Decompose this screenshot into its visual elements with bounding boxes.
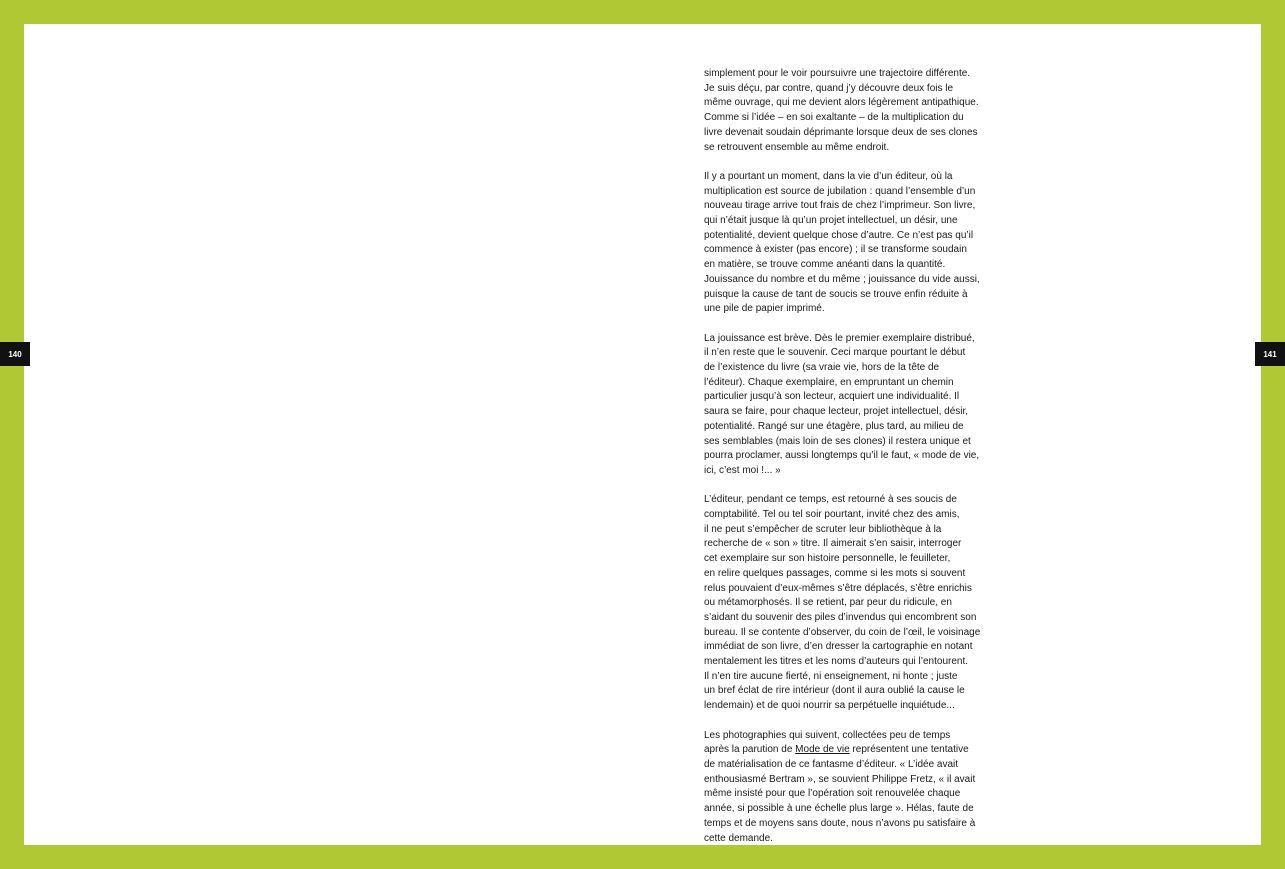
- text-line: l’éditeur). Chaque exemplaire, en empruntant un chemin: [704, 376, 954, 388]
- text-line: se retrouvent ensemble au même endroit.: [704, 141, 890, 153]
- paragraph: [704, 332, 982, 479]
- text-line: ici, c’est moi !... »: [704, 464, 781, 476]
- text-line: immédiat de son livre, d’en dresser la cartographie en notant: [704, 641, 973, 653]
- text-line: recherche de « son » titre. Il aimerait s’en saisir, interroger: [704, 538, 962, 550]
- text-line: ou métamorphosés. Il se retient, par peur du ridicule, en: [704, 597, 952, 609]
- text-line: simplement pour le voir poursuivre une trajectoire différente.: [704, 68, 971, 79]
- text-line: ses semblables (mais loin de ses clones) il restera unique et: [704, 435, 971, 447]
- text-line: temps et de moyens sans doute, nous n’avons pu satisfaire à: [704, 817, 976, 829]
- text-line: Il y a pourtant un moment, dans la vie d’un éditeur, où la: [704, 170, 953, 182]
- text-line: de matérialisation de ce fantasme d’éditeur. « L’idée avait: [704, 758, 959, 770]
- text-line: cette demande.: [704, 832, 773, 844]
- text-line: bureau. Il se contente d’observer, du coin de l’œil, le voisinage: [704, 626, 981, 638]
- text-line: Comme si l’idée – en soi exaltante – de la multiplication du: [704, 112, 964, 124]
- body-text-column: [704, 67, 982, 861]
- text-line: nouveau tirage arrive tout frais de chez l’imprimeur. Son livre,: [704, 200, 976, 212]
- paragraph: [704, 67, 982, 155]
- text-line: qui n’était jusque là qu’un projet intellectuel, un désir, une: [704, 215, 958, 227]
- text-line: potentialité. Rangé sur une étagère, plus tard, au milieu de: [704, 420, 964, 432]
- text-line: même ouvrage, qui me devient alors légèrement antipathique.: [704, 97, 979, 109]
- paragraph: [704, 170, 982, 317]
- page-number-right: 141: [1255, 342, 1285, 366]
- text-line: même insisté pour que l’opération soit renouvelée chaque: [704, 788, 961, 800]
- text-line: [704, 743, 982, 758]
- text-line: puisque la cause de tant de soucis se trouve enfin réduite à: [704, 288, 968, 300]
- text-line: relus pouvaient d’eux-mêmes s’être déplacés, s’être enrichis: [704, 582, 972, 594]
- text-line: en matière, se trouve comme anéanti dans la quantité.: [704, 259, 946, 271]
- text-line: pourra proclamer, aussi longtemps qu’il le faut, « mode de vie,: [704, 450, 980, 462]
- paragraph: [704, 493, 982, 714]
- page-number-left: 140: [0, 342, 30, 366]
- text-line: il ne peut s’empêcher de scruter leur bibliothèque à la: [704, 523, 942, 535]
- book-title-mode-de-vie: Mode de vie: [795, 744, 850, 756]
- paragraph: [704, 729, 982, 847]
- text-line: comptabilité. Tel ou tel soir pourtant, invité chez des amis,: [704, 509, 960, 521]
- text-line: livre devenait soudain déprimante lorsque deux de ses clones: [704, 126, 978, 138]
- text-line: un bref éclat de rire intérieur (dont il aura oublié la cause le: [704, 685, 965, 697]
- book-spread: [24, 24, 1261, 845]
- text-line: enthousiasmé Bertram », se souvient Philippe Fretz, « il avait: [704, 773, 976, 785]
- text-line: une pile de papier imprimé.: [704, 303, 825, 315]
- text-fragment: après la parution de: [704, 744, 796, 756]
- text-fragment: représentent une tentative: [849, 744, 969, 756]
- text-line: année, si possible à une échelle plus large ». Hélas, faute de: [704, 803, 974, 815]
- text-line: potentialité, devient quelque chose d’autre. Ce n’est pas qu’il: [704, 229, 974, 241]
- text-line: de l’existence du livre (sa vraie vie, hors de la tête de: [704, 362, 940, 374]
- text-line: saura se faire, pour chaque lecteur, projet intellectuel, désir,: [704, 406, 969, 418]
- text-line: multiplication est source de jubilation : quand l’ensemble d’un: [704, 185, 976, 197]
- text-line: s’aidant du souvenir des piles d’invendus qui encombrent son: [704, 611, 977, 623]
- text-line: Je suis déçu, par contre, quand j’y découvre deux fois le: [704, 82, 954, 94]
- text-line: mentalement les titres et les noms d’auteurs qui l’entourent.: [704, 656, 969, 668]
- text-line: il n’en reste que le souvenir. Ceci marque pourtant le début: [704, 347, 966, 359]
- text-line: en relire quelques passages, comme si les mots si souvent: [704, 567, 966, 579]
- text-line: Les photographies qui suivent, collectées peu de temps: [704, 729, 951, 741]
- text-line: lendemain) et de quoi nourrir sa perpétuelle inquiétude...: [704, 700, 955, 712]
- text-line: particulier jusqu’à son lecteur, acquiert une individualité. Il: [704, 391, 960, 403]
- text-line: cet exemplaire sur son histoire personnelle, le feuilleter,: [704, 553, 951, 565]
- text-line: L’éditeur, pendant ce temps, est retourné à ses soucis de: [704, 494, 957, 506]
- text-line: Jouissance du nombre et du même ; jouissance du vide aussi,: [704, 273, 980, 285]
- text-line: commence à exister (pas encore) ; il se transforme soudain: [704, 244, 967, 256]
- text-line: Il n’en tire aucune fierté, ni enseignement, ni honte ; juste: [704, 670, 958, 682]
- text-line: La jouissance est brève. Dès le premier exemplaire distribué,: [704, 332, 975, 344]
